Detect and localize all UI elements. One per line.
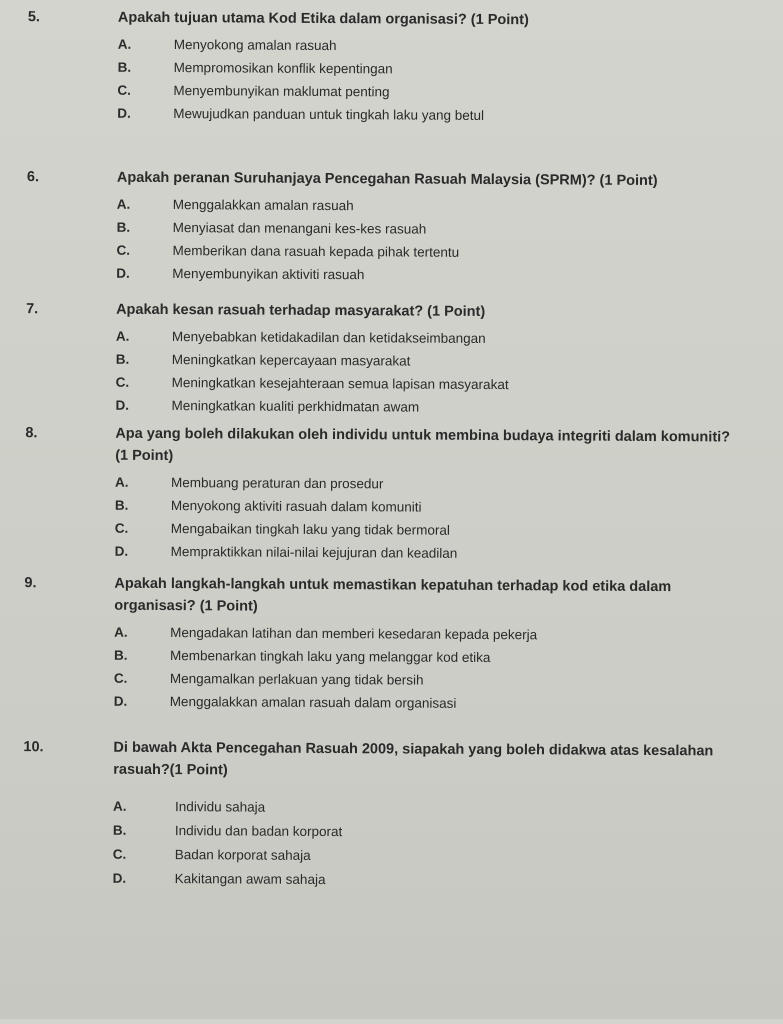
- question-number: 5.: [27, 9, 41, 26]
- option-text: Meningkatkan kepercayaan masyarakat: [171, 352, 411, 369]
- question-10: [23, 736, 764, 895]
- option-list: [114, 621, 765, 717]
- option-text: Menyembunyikan aktiviti rasuah: [172, 266, 365, 283]
- option-letter: B.: [113, 647, 128, 663]
- question-number: 9.: [24, 575, 37, 592]
- option-d[interactable]: [116, 262, 766, 289]
- question-text: Di bawah Akta Pencegahan Rasuah 2009, siapakah yang boleh didakwa atas kesalahan: [113, 739, 714, 760]
- option-d[interactable]: [117, 102, 767, 129]
- option-letter: D.: [112, 870, 127, 886]
- option-text: Badan korporat sahaja: [174, 847, 311, 863]
- option-letter: C.: [114, 520, 129, 536]
- question-6: [26, 166, 767, 289]
- option-list: [117, 33, 768, 129]
- option-d[interactable]: [114, 690, 764, 717]
- question-points: organisasi? (1 Point): [114, 597, 258, 615]
- option-d[interactable]: [113, 867, 763, 895]
- option-list: [116, 193, 767, 289]
- question-text: Apakah tujuan utama Kod Etika dalam organisasi? (1 Point): [117, 9, 529, 29]
- option-text: Individu dan badan korporat: [174, 823, 343, 840]
- option-letter: C.: [112, 846, 127, 862]
- option-letter: D.: [113, 693, 128, 709]
- option-letter: C.: [115, 374, 130, 390]
- option-letter: B.: [112, 822, 127, 838]
- option-letter: D.: [114, 543, 129, 559]
- option-text: Menggalakkan amalan rasuah: [172, 197, 354, 214]
- question-5: [27, 6, 768, 129]
- question-8: [25, 422, 766, 567]
- option-text: Individu sahaja: [175, 799, 266, 815]
- option-text: Membuang peraturan dan prosedur: [171, 475, 384, 492]
- question-text: Apakah kesan rasuah terhadap masyarakat? (1 Point): [116, 301, 486, 320]
- option-text: Meningkatkan kesejahteraan semua lapisan masyarakat: [171, 375, 509, 393]
- question-points: (1 Point): [115, 447, 174, 465]
- option-letter: C.: [113, 670, 128, 686]
- option-letter: B.: [117, 59, 132, 75]
- question-text: Apakah langkah-langkah untuk memastikan kepatuhan terhadap kod etika dalam: [114, 575, 672, 596]
- option-letter: A.: [114, 624, 128, 640]
- option-text: Mempromosikan konflik kepentingan: [173, 60, 393, 77]
- option-letter: B.: [115, 351, 130, 367]
- option-letter: A.: [116, 196, 131, 212]
- option-letter: D.: [116, 265, 130, 281]
- question-number: 8.: [25, 425, 38, 442]
- option-letter: D.: [117, 105, 131, 121]
- option-list: [115, 471, 766, 567]
- option-list: [113, 795, 764, 895]
- option-text: Menyebabkan ketidakadilan dan ketidakseimbangan: [171, 329, 486, 346]
- option-text: Mengadakan latihan dan memberi kesedaran kepada pekerja: [170, 625, 538, 643]
- option-letter: D.: [115, 397, 130, 413]
- option-text: Menyiasat dan menangani kes-kes rasuah: [172, 220, 427, 237]
- option-letter: C.: [116, 242, 131, 258]
- option-d[interactable]: [115, 394, 765, 421]
- question-text: Apakah peranan Suruhanjaya Pencegahan Rasuah Malaysia (SPRM)? (1 Point): [116, 169, 658, 190]
- question-number: 10.: [23, 739, 44, 756]
- question-text: Apa yang boleh dilakukan oleh individu untuk membina budaya integriti dalam komuniti?: [115, 425, 731, 446]
- question-number: 7.: [26, 301, 39, 318]
- option-text: Mempraktikkan nilai-nilai kejujuran dan keadilan: [170, 544, 458, 561]
- option-letter: B.: [114, 497, 129, 513]
- option-letter: A.: [115, 474, 129, 490]
- option-list: [115, 325, 766, 421]
- option-letter: C.: [117, 82, 131, 98]
- option-text: Menyokong amalan rasuah: [173, 37, 337, 54]
- option-text: Memberikan dana rasuah kepada pihak tertentu: [172, 243, 460, 260]
- option-letter: A.: [115, 328, 130, 344]
- option-d[interactable]: [115, 540, 765, 567]
- option-text: Mewujudkan panduan untuk tingkah laku yang betul: [173, 106, 485, 123]
- question-7: [25, 298, 766, 421]
- option-text: Mengamalkan perlakuan yang tidak bersih: [169, 671, 424, 688]
- question-number: 6.: [26, 169, 40, 186]
- question-9: [24, 572, 765, 717]
- option-letter: A.: [117, 36, 132, 52]
- option-text: Mengabaikan tingkah laku yang tidak bermoral: [170, 521, 450, 538]
- option-text: Menyokong aktiviti rasuah dalam komuniti: [170, 498, 422, 515]
- option-text: Membenarkan tingkah laku yang melanggar kod etika: [169, 648, 491, 666]
- option-text: Menyembunyikan maklumat penting: [173, 83, 390, 100]
- question-points: rasuah?(1 Point): [113, 761, 228, 779]
- option-text: Kakitangan awam sahaja: [174, 871, 326, 888]
- option-text: Meningkatkan kualiti perkhidmatan awam: [171, 398, 420, 415]
- option-letter: B.: [116, 219, 131, 235]
- option-letter: A.: [113, 798, 127, 814]
- option-text: Menggalakkan amalan rasuah dalam organisasi: [169, 694, 457, 711]
